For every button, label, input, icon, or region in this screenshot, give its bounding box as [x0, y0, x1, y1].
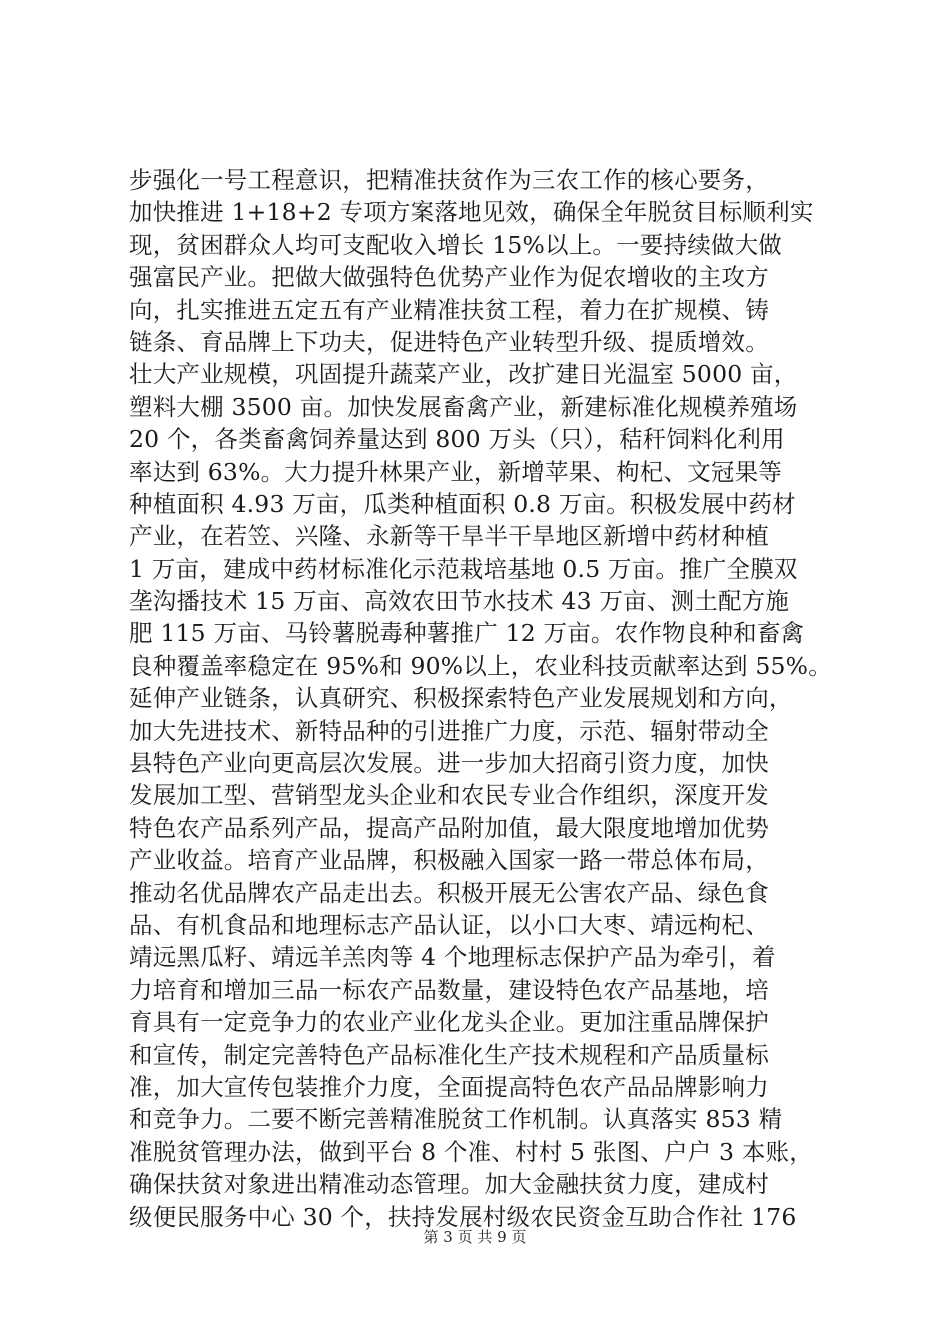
text-line: 育具有一定竞争力的农业产业化龙头企业。更加注重品牌保护 — [129, 1008, 769, 1037]
text-line: 延伸产业链条，认真研究、积极探索特色产业发展规划和方向， — [129, 684, 793, 713]
text-line: 步强化一号工程意识，把精准扶贫作为三农工作的核心要务， — [129, 166, 769, 194]
text-line: 链条、育品牌上下功夫，促进特色产业转型升级、提质增效。 — [129, 327, 769, 356]
text-line: 确保扶贫对象进出精准动态管理。加大金融扶贫力度，建成村 — [129, 1170, 769, 1199]
text-line: 准，加大宣传包装推介力度，全面提高特色农产品品牌影响力 — [129, 1072, 769, 1101]
text-line: 垄沟播技术 15 万亩、高效农田节水技术 43 万亩、测土配方施 — [129, 587, 790, 616]
text-line: 力培育和增加三品一标农产品数量，建设特色农产品基地，培 — [129, 975, 769, 1004]
text-line: 级便民服务中心 30 个，扶持发展村级农民资金互助合作社 176 — [129, 1202, 797, 1231]
text-line: 县特色产业向更高层次发展。进一步加大招商引资力度，加快 — [129, 749, 769, 778]
text-line: 壮大产业规模，巩固提升蔬菜产业，改扩建日光温室 5000 亩， — [129, 360, 798, 389]
text-line: 种植面积 4.93 万亩，瓜类种植面积 0.8 万亩。积极发展中药材 — [129, 489, 796, 518]
text-line: 1 万亩，建成中药材标准化示范栽培基地 0.5 万亩。推广全膜双 — [129, 554, 798, 583]
text-line: 准脱贫管理办法，做到平台 8 个准、村村 5 张图、户户 3 本账， — [129, 1137, 813, 1166]
text-line: 现，贫困群众人均可支配收入增长 15%以上。一要持续做大做 — [129, 230, 783, 259]
text-line: 和竞争力。二要不断完善精准脱贫工作机制。认真落实 853 精 — [129, 1105, 783, 1134]
text-line: 品、有机食品和地理标志产品认证，以小口大枣、靖远枸杞、 — [129, 910, 769, 939]
text-line: 塑料大棚 3500 亩。加快发展畜禽产业，新建标准化规模养殖场 — [129, 392, 798, 421]
text-line: 良种覆盖率稳定在 95%和 90%以上，农业科技贡献率达到 55%。 — [129, 651, 832, 680]
text-line: 产业收益。培育产业品牌，积极融入国家一路一带总体布局， — [129, 846, 769, 875]
text-line: 20 个，各类畜禽饲养量达到 800 万头（只），秸秆饲料化利用 — [129, 425, 785, 454]
text-line: 靖远黑瓜籽、靖远羊羔肉等 4 个地理标志保护产品为牵引，着 — [129, 943, 776, 972]
text-line: 推动名优品牌农产品走出去。积极开展无公害农产品、绿色食 — [129, 878, 769, 907]
text-line: 向，扎实推进五定五有产业精准扶贫工程，着力在扩规模、铸 — [129, 295, 769, 324]
text-line: 和宣传，制定完善特色产品标准化生产技术规程和产品质量标 — [129, 1040, 769, 1069]
text-line: 强富民产业。把做大做强特色优势产业作为促农增收的主攻方 — [129, 263, 769, 292]
body-text — [129, 164, 849, 1233]
text-line: 发展加工型、营销型龙头企业和农民专业合作组织，深度开发 — [129, 781, 769, 810]
page-footer: 第 3 页 共 9 页 — [423, 1228, 527, 1246]
text-line: 加大先进技术、新特品种的引进推广力度，示范、辐射带动全 — [129, 716, 769, 745]
text-line: 肥 115 万亩、马铃薯脱毒种薯推广 12 万亩。农作物良种和畜禽 — [129, 619, 805, 648]
text-line: 特色农产品系列产品，提高产品附加值，最大限度地增加优势 — [129, 813, 769, 842]
text-line: 率达到 63%。大力提升林果产业，新增苹果、枸杞、文冠果等 — [129, 457, 783, 486]
text-line: 产业，在若笠、兴隆、永新等干旱半干旱地区新增中药材种植 — [129, 522, 769, 551]
text-line: 加快推进 1+18+2 专项方案落地见效，确保全年脱贫目标顺利实 — [129, 198, 814, 227]
